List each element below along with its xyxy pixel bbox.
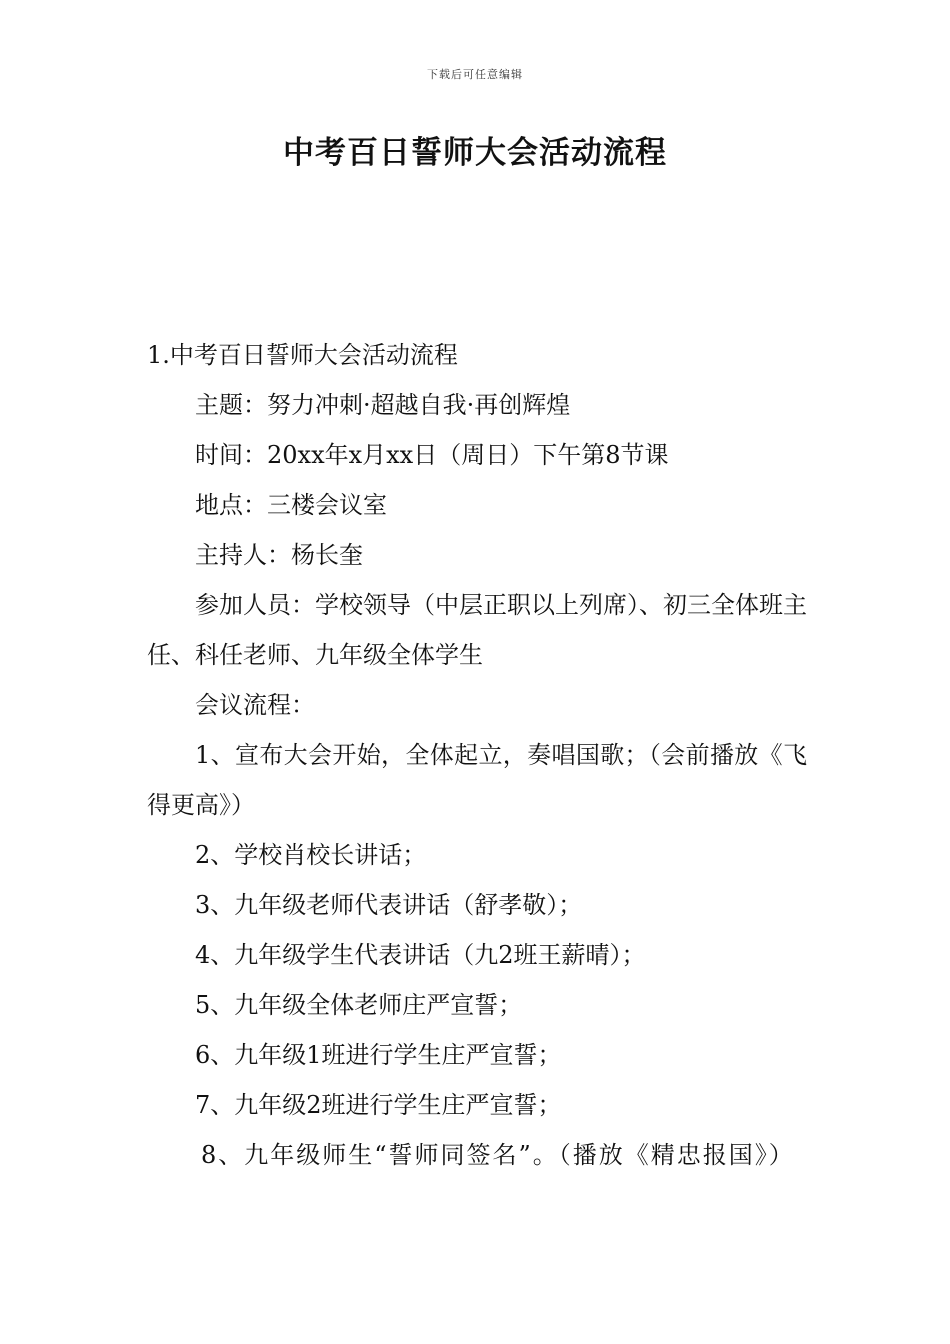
place-line: 地点：三楼会议室: [195, 491, 387, 519]
agenda-item-1: 1、宣布大会开始，全体起立，奏唱国歌；（会前播放《飞得更高》）: [147, 741, 807, 819]
agenda-item-8: 8、九年级师生“誓师同签名”。（播放《精忠报国》）: [201, 1141, 795, 1169]
document-body: [147, 330, 807, 1180]
agenda-label: 会议流程：: [195, 691, 315, 719]
section-heading: 1.中考百日誓师大会活动流程: [147, 341, 458, 369]
agenda-item-2: 2、学校肖校长讲话；: [195, 841, 427, 869]
document-title: 中考百日誓师大会活动流程: [283, 135, 667, 171]
agenda-item-4: 4、九年级学生代表讲话（九2班王薪晴）；: [195, 941, 646, 969]
time-line: 时间：20xx年x月xx日（周日）下午第8节课: [195, 441, 669, 469]
agenda-item-5: 5、九年级全体老师庄严宣誓；: [195, 991, 523, 1019]
agenda-item-7: 7、九年级2班进行学生庄严宣誓；: [195, 1091, 562, 1119]
agenda-item-6: 6、九年级1班进行学生庄严宣誓；: [195, 1041, 562, 1069]
header-note: 下载后可任意编辑: [427, 68, 523, 81]
participants-paragraph: 参加人员：学校领导（中层正职以上列席）、初三全体班主任、科任老师、九年级全体学生: [147, 591, 807, 669]
theme-line: 主题：努力冲刺·超越自我·再创辉煌: [195, 391, 571, 419]
agenda-item-3: 3、九年级老师代表讲话（舒孝敬）；: [195, 891, 583, 919]
host-line: 主持人：杨长奎: [195, 541, 363, 569]
